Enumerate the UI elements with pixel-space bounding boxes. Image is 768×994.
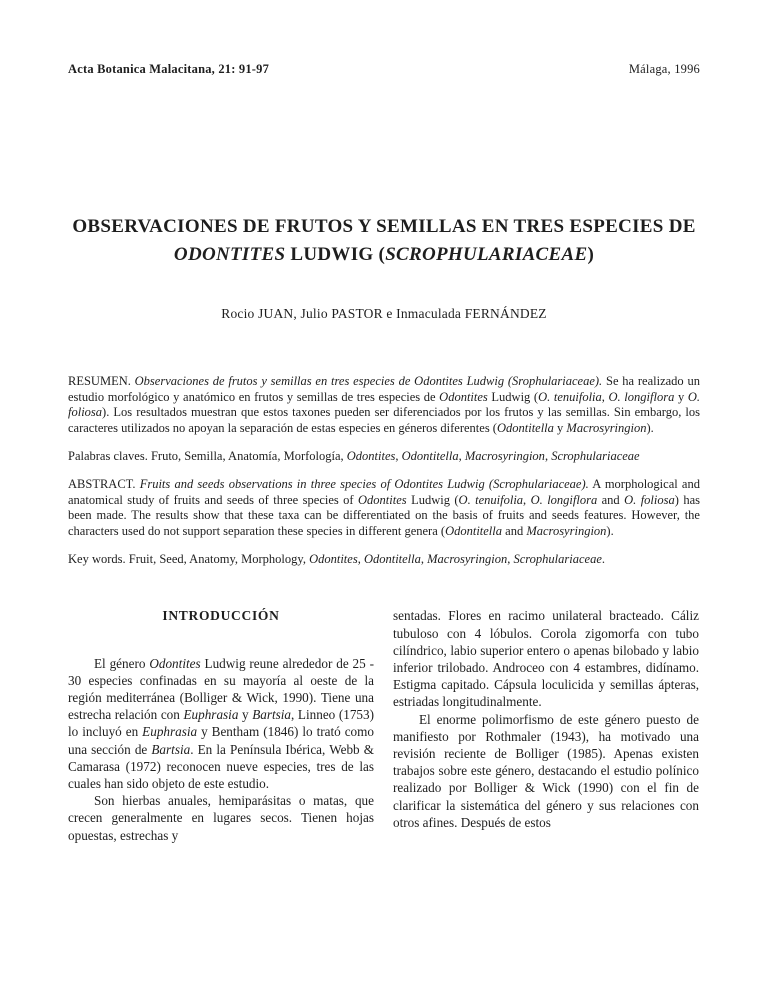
intro-right-paragraph-2: El enorme polimorfismo de este género puesto de manifiesto por Rothmaler (1943), ha motivado una revisión reciente de Bolliger (1985). Apenas existen trabajos sobre este género, destacando el estudio polínico realizado por Bolliger & Wick (1990) con el fin de clarificar la sistemática del género y sus relaciones con otros afines. Después de estos bbox=[393, 711, 699, 830]
body-columns bbox=[68, 607, 700, 843]
intro-left-paragraph-2: Son hierbas anuales, hemiparásitas o matas, que crecen generalmente en lugares secos. Tienen hojas opuestas, estrechas y bbox=[68, 793, 374, 843]
intro-left-paragraph-1: El género Odontites Ludwig reune alrededor de 25 - 30 especies confinadas en su mayoría al oeste de la región mediterránea (Bolliger & Wick, 1990). Tiene una estrecha relación con Euphrasia y Bartsia, Linneo (1753) lo incluyó en Euphrasia y Bentham (1846) lo trató como una sección de Bartsia. En la Península Ibérica, Webb & Camarasa (1972) reconocen nueve especies, tres de las cuales han sido objeto de este estudio. bbox=[68, 655, 375, 792]
keywords-english: Key words. Fruit, Seed, Anatomy, Morphology, Odontites, Odontitella, Macrosyringion, Scrophulariaceae. bbox=[68, 551, 606, 566]
abstract-english: ABSTRACT. Fruits and seeds observations in three species of Odontites Ludwig (Scrophulariaceae). A morphological and anatomical study of fruits and seeds of three species of Odontites Ludwig (O. tenuifolia, O. longiflora and O. foliosa) has been made. The results show that these taxa can be differentiated on the basis of fruits and seeds features. However, the characters used do not support separation these species in different genera (Odontitella and Macrosyringion). bbox=[68, 476, 700, 538]
authors-line: Rocio JUAN, Julio PASTOR e Inmaculada FERNÁNDEZ bbox=[221, 306, 547, 321]
section-heading-introduccion: INTRODUCCIÓN bbox=[162, 608, 280, 624]
journal-title: Acta Botanica Malacitana, 21: 91-97 bbox=[68, 62, 270, 76]
page-header bbox=[68, 62, 700, 77]
abstract-spanish: RESUMEN. Observaciones de frutos y semillas en tres especies de Odontites Ludwig (Srophulariaceae). Se ha realizado un estudio morfológico y anatómico en frutos y semillas de tres especies de Odontites Ludwig (O. tenuifolia, O. longiflora y O. foliosa). Los resultados muestran que estos taxones pueden ser diferenciados por los frutos y las semillas. Sin embargo, los caracteres utilizados no apoyan la separación de estas especies en géneros diferentes (Odontitella y Macrosyringion). bbox=[68, 374, 700, 435]
issue-place-year: Málaga, 1996 bbox=[628, 62, 700, 76]
column-left bbox=[68, 607, 374, 843]
article-title: OBSERVACIONES DE FRUTOS Y SEMILLAS EN TRES ESPECIES DE ODONTITES LUDWIG (SCROPHULARIACEAE) bbox=[72, 216, 696, 265]
intro-right-paragraph-1: sentadas. Flores en racimo unilateral bracteado. Cáliz tubuloso con 4 lóbulos. Corola zigomorfa con tubo cilíndrico, labio superior entero o apenas bilobado y labio inferior trilobado. Androceo con 4 estambres, didínamo. Estigma capitado. Cápsula loculicida y semillas ápteras, estriadas longitudinalmente. bbox=[393, 608, 699, 710]
keywords-spanish: Palabras claves. Fruto, Semilla, Anatomía, Morfología, Odontites, Odontitella, Macrosyringion, Scrophulariaceae bbox=[68, 448, 640, 463]
column-right bbox=[393, 607, 699, 843]
